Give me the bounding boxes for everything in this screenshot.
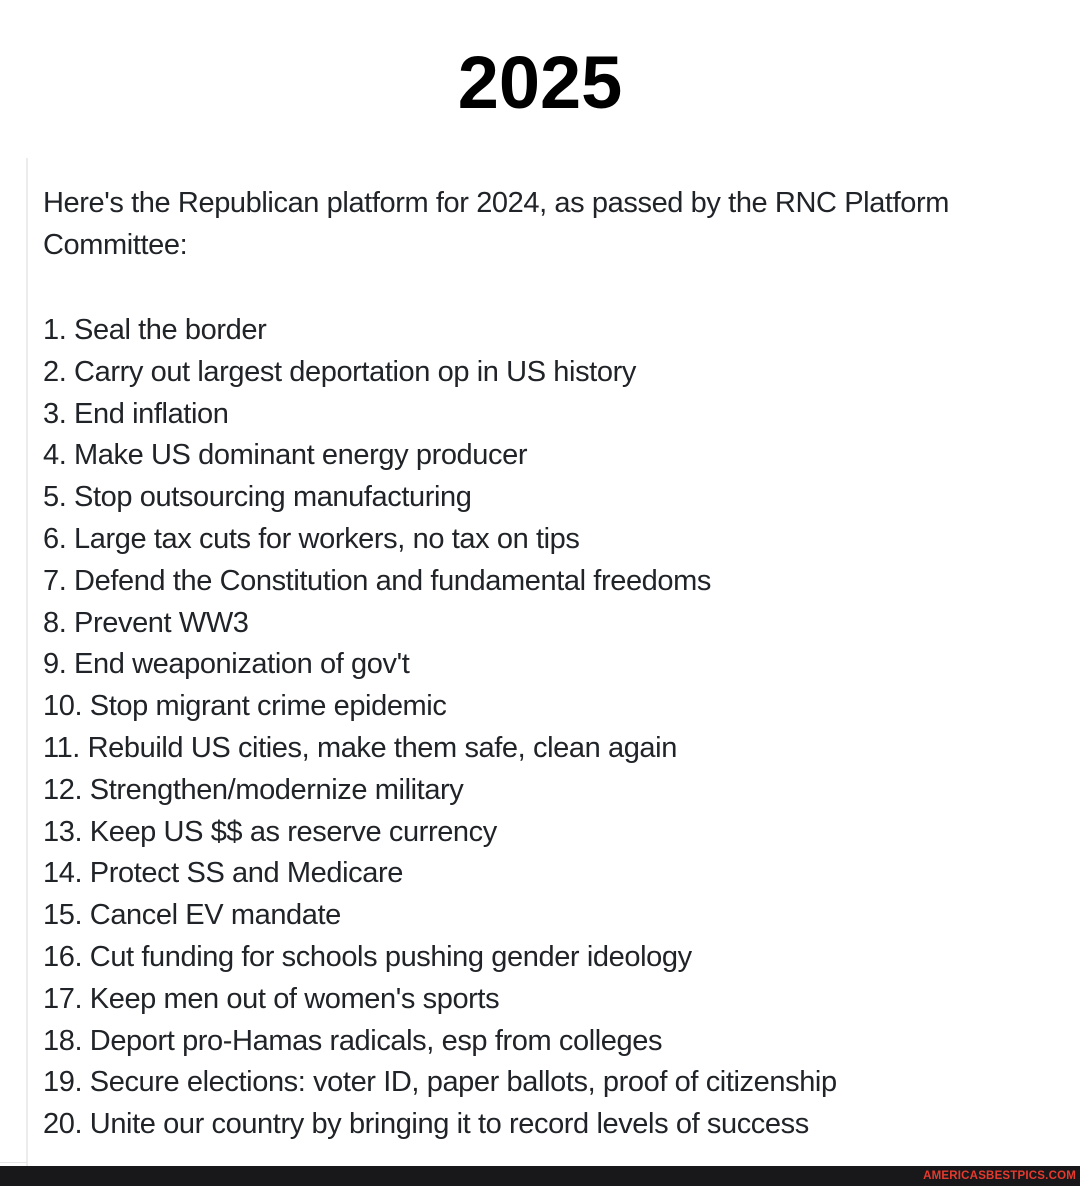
site-watermark: AMERICASBESTPICS.COM [923, 1170, 1076, 1182]
post-left-divider [26, 158, 28, 1166]
list-item: 8. Prevent WW3 [43, 606, 249, 639]
list-item: 13. Keep US $$ as reserve currency [43, 815, 497, 848]
list-item: 19. Secure elections: voter ID, paper ballots, proof of citizenship [43, 1066, 837, 1099]
list-item: 10. Stop migrant crime epidemic [43, 690, 447, 723]
list-item: 11. Rebuild US cities, make them safe, clean again [43, 731, 677, 764]
list-item: 3. End inflation [43, 397, 229, 430]
list-item: 18. Deport pro-Hamas radicals, esp from colleges [43, 1024, 663, 1057]
list-item: 5. Stop outsourcing manufacturing [43, 481, 472, 514]
meme-title: 2025 [457, 41, 623, 124]
list-item: 2. Carry out largest deportation op in US history [43, 355, 636, 388]
list-item: 12. Strengthen/modernize military [43, 773, 464, 806]
platform-list [43, 310, 1063, 1146]
list-item: 14. Protect SS and Medicare [43, 857, 403, 890]
watermark-bar [0, 1166, 1080, 1186]
post-body [43, 182, 1063, 1146]
list-item: 1. Seal the border [43, 314, 267, 346]
list-item: 6. Large tax cuts for workers, no tax on tips [43, 522, 580, 555]
list-item: 20. Unite our country by bringing it to record levels of success [43, 1108, 809, 1141]
list-item: 15. Cancel EV mandate [43, 899, 341, 932]
list-item: 4. Make US dominant energy producer [43, 439, 528, 472]
list-item: 16. Cut funding for schools pushing gender ideology [43, 940, 692, 973]
post-intro-text: Here's the Republican platform for 2024, as passed by the RNC Platform Committee: [43, 187, 949, 261]
list-item: 9. End weaponization of gov't [43, 648, 410, 681]
screenshot-post [0, 158, 1080, 1166]
list-item: 17. Keep men out of women's sports [43, 982, 500, 1015]
post-bottom-divider [0, 1162, 27, 1163]
list-item: 7. Defend the Constitution and fundamental freedoms [43, 564, 711, 597]
